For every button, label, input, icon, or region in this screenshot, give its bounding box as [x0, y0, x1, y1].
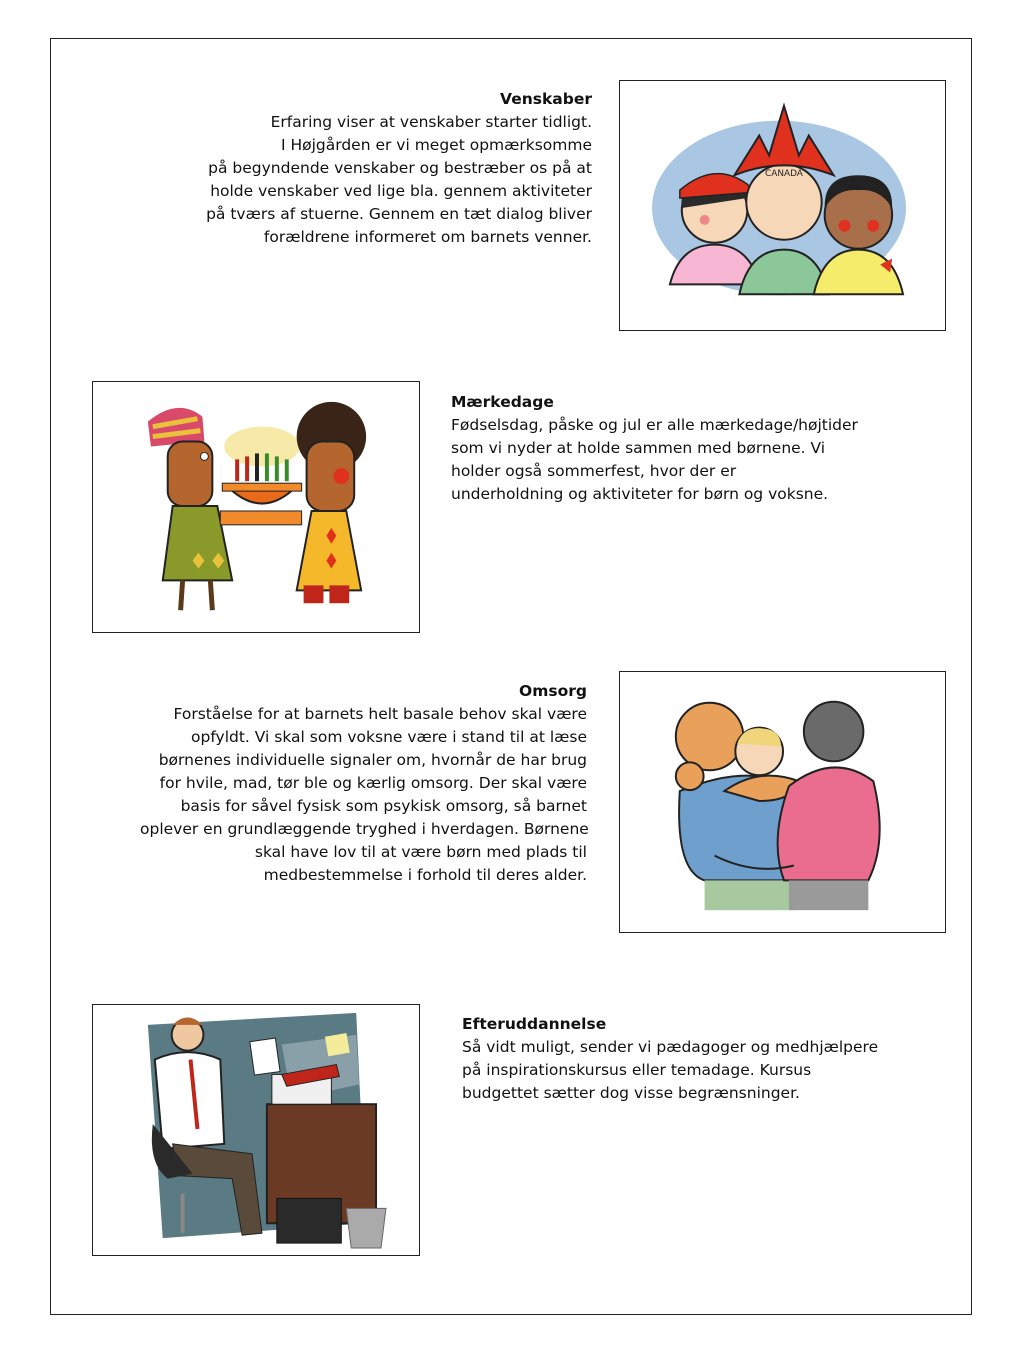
section-text-line: oplever en grundlæggende tryghed i hverdagen. Børnene	[140, 820, 589, 838]
section-text-line: budgettet sætter dog visse begrænsninger.	[462, 1084, 800, 1102]
section-maerkedage	[451, 391, 891, 506]
section-text-line: Fødselsdag, påske og jul er alle mærkedage/højtider	[451, 416, 858, 434]
section-text-line: opfyldt. Vi skal som voksne være i stand til at læse	[191, 728, 587, 746]
friends-illustration	[619, 80, 946, 331]
section-text-line: holder også sommerfest, hvor der er	[451, 462, 737, 480]
section-text-line: på begyndende venskaber og bestræber os på at	[208, 159, 592, 177]
section-heading: Efteruddannelse	[462, 1015, 607, 1033]
section-text-line: basis for såvel fysisk som psykisk omsorg, så barnet	[180, 797, 587, 815]
section-text-line: forældrene informeret om barnets venner.	[263, 228, 592, 246]
section-text-line: I Højgården er vi meget opmærksomme	[280, 136, 592, 154]
section-text-line: skal have lov til at være børn med plads til	[254, 843, 587, 861]
section-efteruddannelse	[462, 1013, 902, 1105]
section-text-line: på inspirationskursus eller temadage. Kursus	[462, 1061, 812, 1079]
section-text-line: børnenes individuelle signaler om, hvornår de har brug	[158, 751, 587, 769]
section-text-line: Så vidt muligt, sender vi pædagoger og medhjælpere	[462, 1038, 879, 1056]
celebration-illustration	[92, 381, 420, 633]
section-text-line: for hvile, mad, tør ble og kærlig omsorg. Der skal være	[159, 774, 587, 792]
section-text-line: Erfaring viser at venskaber starter tidligt.	[270, 113, 592, 131]
section-heading: Mærkedage	[451, 393, 554, 411]
section-heading: Venskaber	[500, 90, 592, 108]
section-heading: Omsorg	[519, 682, 587, 700]
section-omsorg	[140, 680, 587, 887]
section-text-line: som vi nyder at holde sammen med børnene. Vi	[451, 439, 826, 457]
office-worker-illustration	[92, 1004, 420, 1256]
section-venskaber	[170, 88, 592, 249]
section-text-line: underholdning og aktiviteter for børn og voksne.	[451, 485, 829, 503]
section-text-line: medbestemmelse i forhold til deres alder.	[263, 866, 587, 884]
section-text-line: holde venskaber ved lige bla. gennem aktiviteter	[210, 182, 592, 200]
family-hug-illustration	[619, 671, 946, 933]
hat-text: CANADA	[765, 169, 803, 180]
section-text-line: Forståelse for at barnets helt basale behov skal være	[173, 705, 587, 723]
section-text-line: på tværs af stuerne. Gennem en tæt dialog bliver	[206, 205, 592, 223]
